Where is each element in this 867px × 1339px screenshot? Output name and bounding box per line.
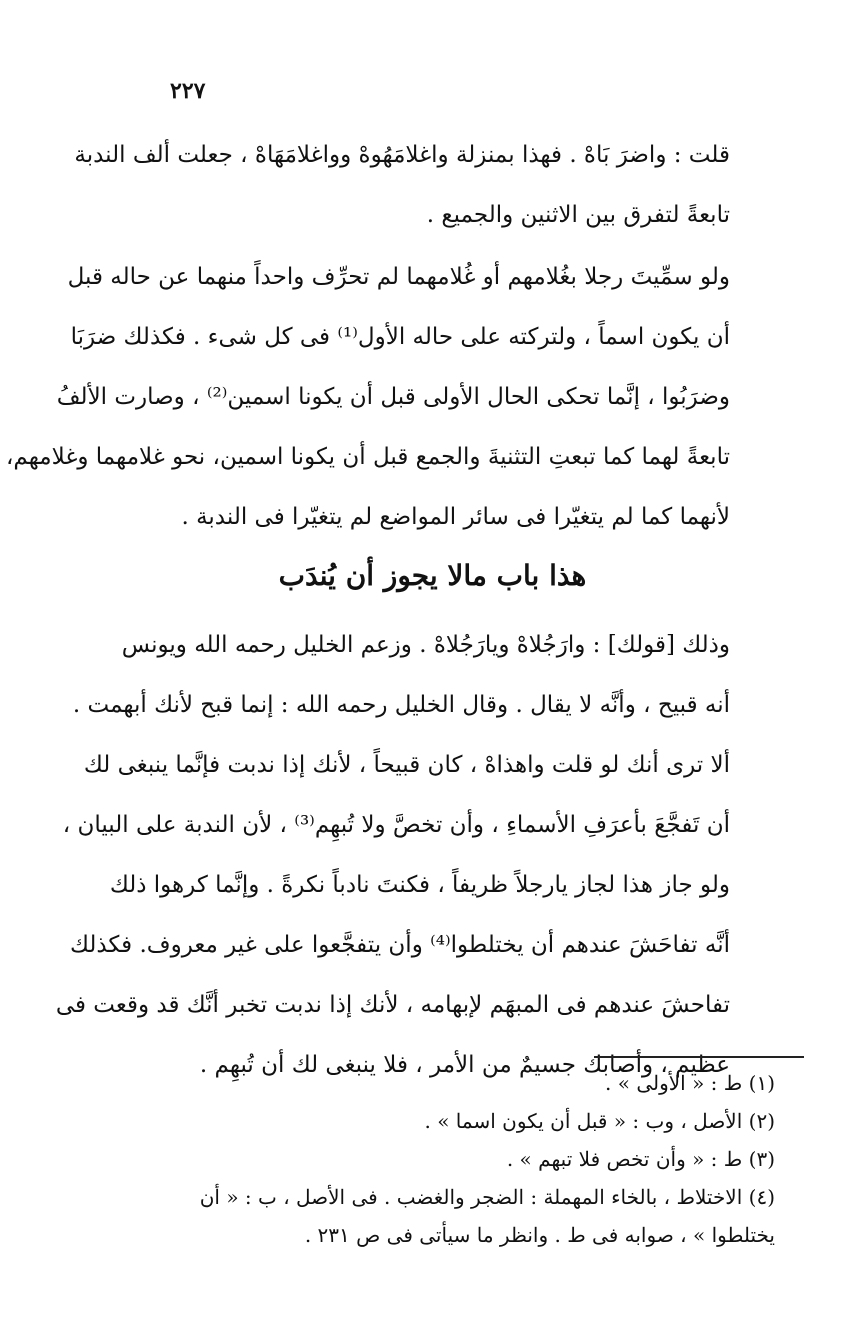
footnote-4-continued: يختلطوا » ، صوابه فى ط . وانظر ما سيأتى فى ص ٢٣١ . [304, 1223, 775, 1247]
page-number: ٢٢٧ [170, 78, 206, 104]
text-line: أن تَفجَّعَ بأعرَفِ الأسماءِ ، وأن تخصَّ ولا تُبهِم⁽³⁾ ، لأن الندبة على البيان ، [62, 812, 730, 838]
text-line: أنه قبيح ، وأنَّه لا يقال . وقال الخليل رحمه الله : إنما قبح لأنك أبهمت . [72, 692, 730, 718]
text-line: ألا ترى أنك لو قلت واهذاهْ ، كان قبيحاً ، لأنك إذا ندبت فإنَّما ينبغى لك [83, 752, 730, 778]
text-line: وضرَبُوا ، إنَّما تحكى الحال الأولى قبل أن يكونا اسمين⁽²⁾ ، وصارت الألفُ [56, 384, 730, 410]
text-line: وذلك [قولك] : وارَجُلاهْ ويارَجُلاهْ . وزعم الخليل رحمه الله ويونس [121, 632, 730, 658]
paragraph-2 [5, 262, 730, 562]
footnote-1: (١) ط : « الأولى » . [605, 1071, 775, 1095]
footnote-2: (٢) الأصل ، وب : « قبل أن يكون اسما » . [424, 1109, 775, 1133]
text-line: أنَّه تفاحَشَ عندهم أن يختلطوا⁽⁴⁾ وأن يتفجَّعوا على غير معروف. فكذلك [69, 932, 730, 958]
text-line: لأنهما كما لم يتغيّرا فى سائر المواضع لم يتغيّرا فى الندبة . [181, 504, 730, 530]
text-line: تفاحشَ عندهم فى المبهَم لإبهامه ، لأنك إذا ندبت تخبر أنَّك قد وقعت فى [55, 992, 730, 1018]
paragraph-1 [74, 140, 730, 260]
section-heading: هذا باب مالا يجوز أن يُندَب [278, 559, 587, 592]
text-line: عظيم ، وأصابك جسيمٌ من الأمر ، فلا ينبغى لك أن تُبهِم . [199, 1052, 730, 1078]
footnote-divider [594, 1056, 804, 1058]
text-line: قلت : واضرَ بَاهْ . فهذا بمنزلة واغلامَهُوهْ وواغلامَهَاهْ ، جعلت ألف الندبة [74, 142, 730, 168]
text-line: ولو جاز هذا لجاز يارجلاً ظريفاً ، فكنتَ نادباً نكرةً . وإنَّما كرهوا ذلك [109, 872, 730, 898]
text-line: تابعةً لهما كما تبعتِ التثنيةَ والجمع قبل أن يكونا اسمين، نحو غلامهما وغلامهم، [5, 444, 730, 470]
text-line: أن يكون اسماً ، ولتركته على حاله الأول⁽¹⁾ فى كل شىء . فكذلك ضرَبَا [70, 324, 730, 350]
text-line: ولو سمِّيتَ رجلا بغُلامهم أو غُلامهما لم تحرِّف واحداً منهما عن حاله قبل [67, 264, 730, 290]
footnotes [135, 1070, 775, 1260]
footnote-4: (٤) الاختلاط ، بالخاء المهملة : الضجر والغضب . فى الأصل ، ب : « أن [199, 1185, 775, 1209]
footnote-3: (٣) ط : « وأن تخص فلا تبهم » . [506, 1147, 775, 1171]
paragraph-3 [55, 630, 730, 1110]
text-line: تابعةً لتفرق بين الاثنين والجميع . [426, 202, 730, 228]
